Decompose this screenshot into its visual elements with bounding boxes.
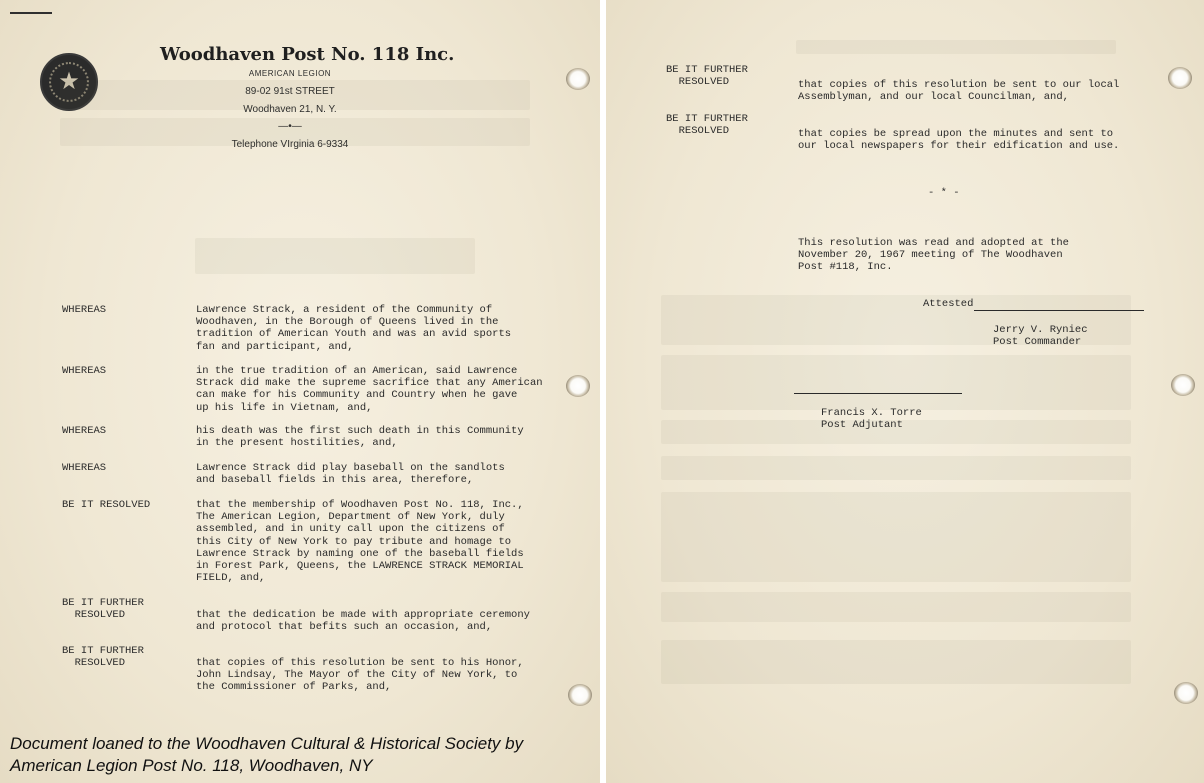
- clause-text: in the true tradition of an American, said Lawrence Strack did make the supreme sacrifice that any American can make for his Community and Country when he gave up his life in Vietnam, and,: [196, 365, 543, 414]
- bleed-through-shadow: [661, 355, 1131, 410]
- clause-label: BE IT RESOLVED: [62, 499, 151, 511]
- letterhead-org-name: Woodhaven Post No. 118 Inc.: [160, 44, 455, 65]
- emblem-star-icon: ★: [58, 67, 80, 95]
- clause-label: WHEREAS: [62, 304, 107, 316]
- clause-label: BE IT FURTHER RESOLVED: [666, 113, 748, 138]
- letterhead-street: 89-02 91st STREET: [245, 86, 335, 97]
- adjutant-signature-line: [794, 393, 962, 394]
- clause-text: that the membership of Woodhaven Post No. 118, Inc., The American Legion, Department of New York, duly assembled, and in unity call upon the citizens of this City of New York to pay tribute and homage to Lawrence Strack by naming one of the baseball fields in Forest Park, Queens, the LAWRENCE STRACK MEMORIAL FIELD, and,: [196, 499, 524, 585]
- clause-label: BE IT FURTHER RESOLVED: [666, 64, 748, 89]
- punch-hole: [566, 375, 590, 397]
- bleed-through-shadow: [661, 456, 1131, 480]
- clause-text: that the dedication be made with appropriate ceremony and protocol that befits such an occasion, and,: [196, 609, 530, 634]
- adjutant-title: Post Adjutant: [821, 419, 903, 431]
- clause-label: WHEREAS: [62, 365, 107, 377]
- commander-name: Jerry V. Ryniec: [993, 324, 1088, 336]
- punch-hole: [568, 684, 592, 706]
- punch-hole: [566, 68, 590, 90]
- bleed-through-shadow: [661, 492, 1131, 582]
- adjutant-name: Francis X. Torre: [821, 407, 922, 419]
- clause-text: that copies of this resolution be sent to our local Assemblyman, and our local Councilman, and,: [798, 79, 1120, 104]
- adoption-statement: This resolution was read and adopted at the November 20, 1967 meeting of The Woodhaven Post #118, Inc.: [798, 237, 1069, 274]
- clause-label: WHEREAS: [62, 462, 107, 474]
- letterhead-ornament: —•—: [278, 121, 302, 132]
- section-separator: - * -: [928, 187, 960, 199]
- document-page-left: [0, 0, 600, 783]
- attested-label: Attested: [923, 298, 974, 310]
- commander-title: Post Commander: [993, 336, 1082, 348]
- clause-text: his death was the first such death in this Community in the present hostilities, and,: [196, 425, 524, 450]
- letterhead-subtitle: AMERICAN LEGION: [248, 69, 332, 78]
- punch-hole: [1171, 374, 1195, 396]
- punch-hole: [1168, 67, 1192, 89]
- bleed-through-shadow: [796, 40, 1116, 54]
- bleed-through-shadow: [661, 592, 1131, 622]
- caption-line-2: American Legion Post No. 118, Woodhaven, NY: [10, 756, 373, 775]
- bleed-through-shadow: [60, 80, 530, 110]
- clause-text: Lawrence Strack, a resident of the Community of Woodhaven, in the Borough of Queens lived in the tradition of American Youth and was an avid sports fan and participant, and,: [196, 304, 512, 353]
- clause-label: BE IT FURTHER RESOLVED: [62, 597, 144, 622]
- top-edge-mark: [10, 12, 52, 14]
- commander-signature-line: [974, 310, 1144, 311]
- bleed-through-shadow: [195, 238, 475, 274]
- bleed-through-shadow: [661, 640, 1131, 684]
- document-page-right: [606, 0, 1204, 783]
- letterhead-telephone: Telephone VIrginia 6-9334: [231, 139, 349, 150]
- caption-line-1: Document loaned to the Woodhaven Cultural & Historical Society by: [10, 734, 524, 753]
- clause-text: that copies be spread upon the minutes and sent to our local newspapers for their edification and use.: [798, 128, 1120, 153]
- bleed-through-shadow: [60, 118, 530, 146]
- punch-hole: [1174, 682, 1198, 704]
- clause-label: WHEREAS: [62, 425, 107, 437]
- clause-label: BE IT FURTHER RESOLVED: [62, 645, 144, 670]
- clause-text: that copies of this resolution be sent to his Honor, John Lindsay, The Mayor of the City of New York, to the Commissioner of Parks, and,: [196, 657, 524, 694]
- letterhead-city: Woodhaven 21, N. Y.: [243, 104, 337, 115]
- clause-text: Lawrence Strack did play baseball on the sandlots and baseball fields in this area, therefore,: [196, 462, 505, 487]
